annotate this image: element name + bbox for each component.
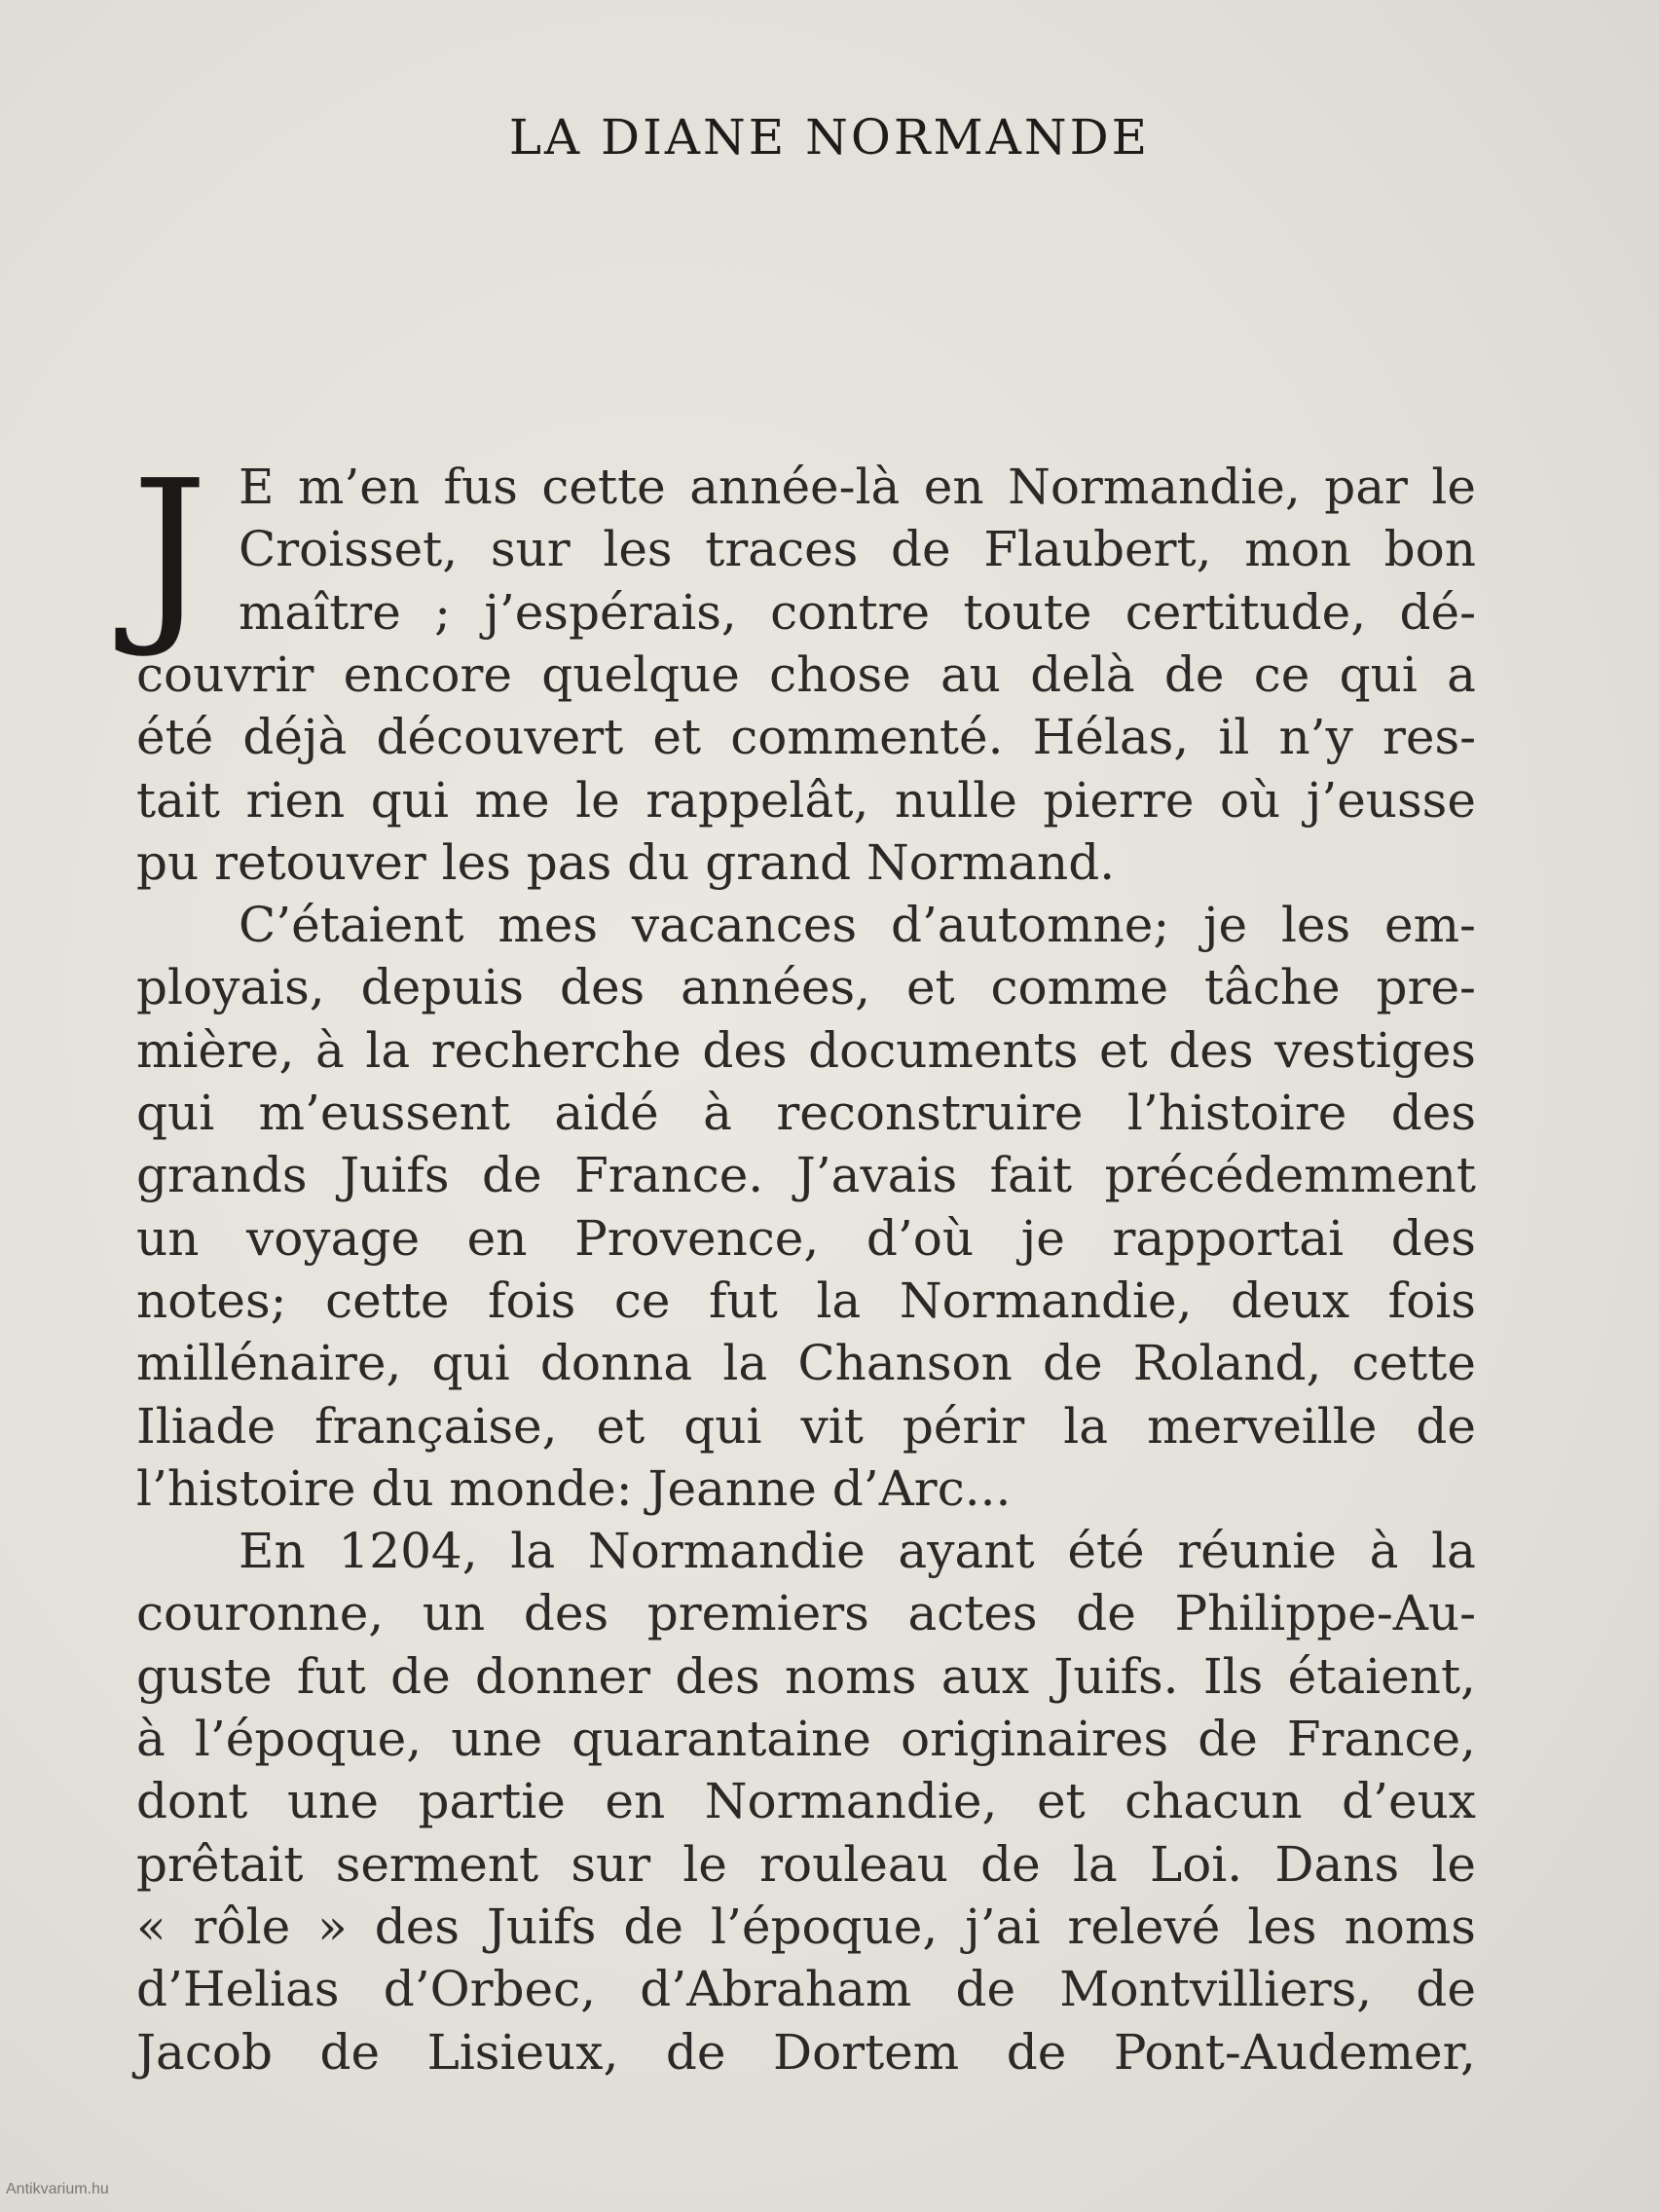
text-line: maître ; j’espérais, contre toute certitude, dé- (239, 583, 1476, 641)
text-line: d’Helias d’Orbec, d’Abraham de Montvilliers, de (136, 1961, 1476, 2018)
text-line: guste fut de donner des noms aux Juifs. Ils étaient, (136, 1647, 1476, 1705)
text-line: « rôle » des Juifs de l’époque, j’ai relevé les noms (136, 1898, 1476, 1955)
text-line: tait rien qui me le rappelât, nulle pierre où j’eusse (136, 771, 1476, 829)
text-line: millénaire, qui donna la Chanson de Roland, cette (136, 1335, 1476, 1392)
text-line: notes; cette fois ce fut la Normandie, deux fois (136, 1272, 1476, 1329)
drop-cap: J (131, 440, 208, 662)
chapter-title: LA DIANE NORMANDE (508, 109, 1151, 166)
text-line: Croisset, sur les traces de Flaubert, mon bon (239, 521, 1476, 578)
text-line: couvrir encore quelque chose au delà de ce qui a (136, 645, 1476, 703)
text-line: à l’époque, une quarantaine originaires de France, (136, 1711, 1476, 1767)
text-line: grands Juifs de France. J’avais fait précédemment (136, 1147, 1476, 1204)
text-line: mière, à la recherche des documents et des vestiges (136, 1021, 1476, 1079)
text-line: couronne, un des premiers actes de Philippe-Au- (136, 1585, 1476, 1642)
text-line: C’étaient mes vacances d’automne; je les em- (239, 897, 1476, 954)
text-line: Iliade française, et qui vit périr la merveille de (136, 1397, 1476, 1455)
watermark: Antikvarium.hu (6, 2181, 109, 2197)
text-line: En 1204, la Normandie ayant été réunie à la (239, 1523, 1476, 1580)
text-line: prêtait serment sur le rouleau de la Loi. Dans le (136, 1835, 1476, 1893)
text-line: Jacob de Lisieux, de Dortem de Pont-Audemer, (136, 2023, 1476, 2081)
text-line: un voyage en Provence, d’où je rapportai des (136, 1209, 1476, 1267)
text-line: ployais, depuis des années, et comme tâche pre- (136, 959, 1476, 1016)
text-line: qui m’eussent aidé à reconstruire l’histoire des (136, 1085, 1476, 1141)
text-line: E m’en fus cette année-là en Normandie, par le (239, 459, 1476, 515)
text-line: l’histoire du monde: Jeanne d’Arc... (136, 1459, 1012, 1517)
text-line: pu retouver les pas du grand Normand. (136, 833, 1116, 891)
text-line: été déjà découvert et commenté. Hélas, il n’y res- (136, 709, 1476, 766)
text-line: dont une partie en Normandie, et chacun d’eux (136, 1773, 1476, 1830)
